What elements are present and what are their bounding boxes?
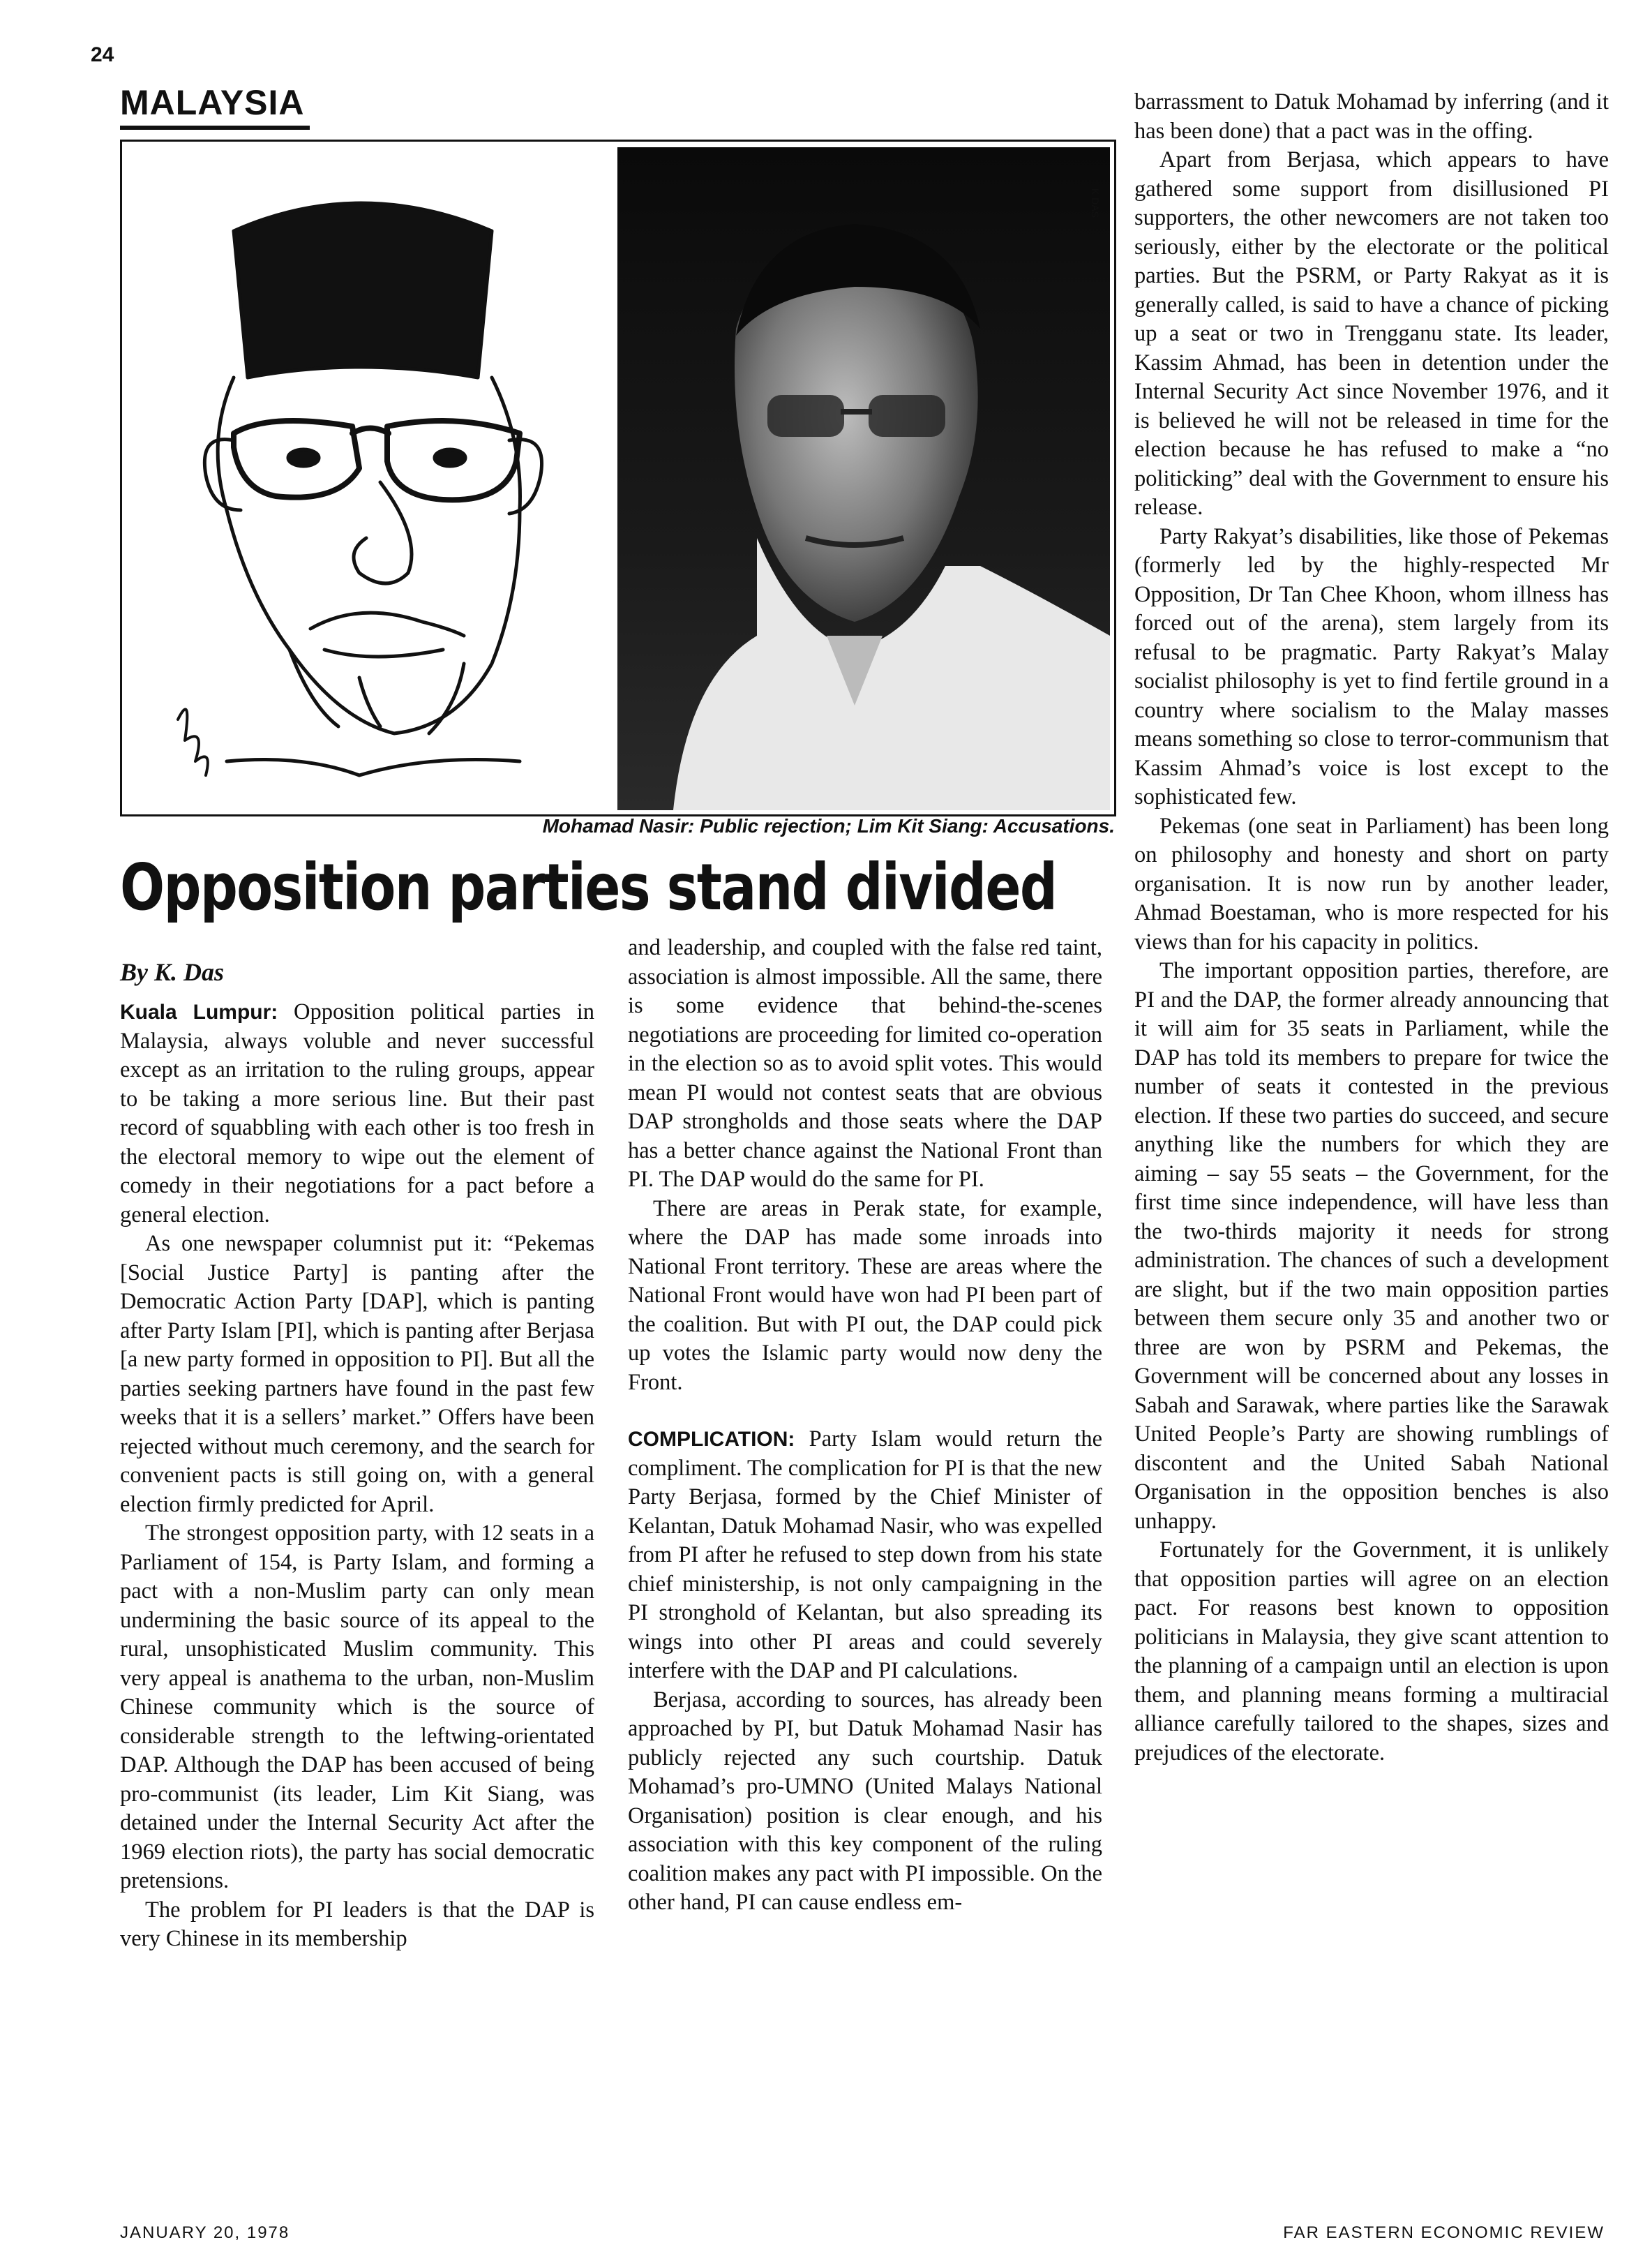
section-rule <box>120 126 310 130</box>
paragraph: There are areas in Perak state, for example, where the DAP has made some inroads into National Front territory. These are areas where the National Front would have won had PI been part of the coalition. But with PI out, the DAP could pick up votes the Islamic party would now deny the Front. <box>628 1195 1102 1395</box>
paragraph: Apart from Berjasa, which appears to have gathered some support from disillusioned PI supporters, the other newcomers are not taken too seriously, either by the electorate or the political parties. But the PSRM, or Party Rakyat as it is generally called, is said to have a chance of picking up a seat or two in Trengganu state. Its leader, Kassim Ahmad, has been in detention under the Internal Security Act since November 1976, and it is believed he will not be released in time for the election because he has refused to make a “no politicking” deal with the Government to ensure his release. <box>1134 147 1609 520</box>
article-headline: Opposition parties stand divided <box>120 850 1057 925</box>
footer-date: JANUARY 20, 1978 <box>120 2223 290 2242</box>
paragraph: Opposition political parties in Malaysia, always voluble and never successful except as an irritation to the ruling groups, appear to be taking a more serious line. But their past record of squabbling with each other is too fresh in the electoral memory to wipe out the element of comedy in their negotiations for a pact before a general election. <box>120 999 594 1227</box>
dateline: Kuala Lumpur: <box>120 1001 278 1024</box>
subhead: COMPLICATION: <box>628 1428 795 1451</box>
figure-caption: Mohamad Nasir: Public rejection; Lim Kit Siang: Accusations. <box>542 815 1115 837</box>
paragraph: The strongest opposition party, with 12 seats in a Parliament of 154, is Party Islam, and forming a pact with a non-Muslim party can only mean undermining the basic source of its appeal to the rural, unsophisticated Muslim community. This very appeal is anathema to the urban, non-Muslim Chinese community which is the source of considerable strength to the leftwing-orientated DAP. Although the DAP has been accused of being pro-communist (its leader, Lim Kit Siang, was detained under the Internal Security Act after the 1969 election riots), the party has social democratic pretensions. <box>120 1521 594 1893</box>
figure-panel <box>120 140 1116 816</box>
paragraph: Party Rakyat’s disabilities, like those of Pekemas (formerly led by the highly-respected Mr Opposition, Dr Tan Chee Khoon, whom illness has forced out of the arena), stem largely from its refusal to be pragmatic. Party Rakyat’s Malay socialist philosophy is yet to find fertile ground in a country where socialism to the Malay masses means something so close to terror-communism that Kassim Ahmad’s voice is lost except to the sophisticated few. <box>1134 523 1609 809</box>
caricature-illustration <box>129 147 610 810</box>
page-number: 24 <box>91 43 114 66</box>
portrait-photo <box>617 147 1110 810</box>
section-heading: MALAYSIA <box>120 83 305 122</box>
paragraph: As one newspaper columnist put it: “Pekemas [Social Justice Party] is panting after the Democratic Action Party [DAP], which is panting after Party Islam [PI], which is panting after Berjasa [a new party formed in opposition to PI]. But all the parties seeking partners have found in the past few weeks that it is a sellers’ market.” Offers have been rejected without much ceremony, and the search for convenient pacts is still going on, with a general election firmly predicted for April. <box>120 1231 594 1517</box>
paragraph: barrassment to Datuk Mohamad by inferring (and it has been done) that a pact was in the offing. <box>1134 89 1609 144</box>
paragraph: and leadership, and coupled with the false red taint, association is almost impossible. All the same, there is some evidence that behind-the-scenes negotiations are proceeding for limited co-operation in the election so as to avoid split votes. This would mean PI would not contest seats that are obvious DAP strongholds and those seats where the DAP has a better chance against the National Front than PI. The DAP would do the same for PI. <box>628 935 1102 1192</box>
article-column-1 <box>120 998 594 1954</box>
paragraph: Party Islam would return the compliment. The complication for PI is that the new Party Berjasa, formed by the Chief Minister of Kelantan, Datuk Mohamad Nasir, who was expelled from PI after he refused to step down from his state chief ministership, is not only campaigning in the PI stronghold of Kelantan, but also spreading its wings into other PI areas and could severely interfere with the DAP and PI calculations. <box>628 1426 1102 1683</box>
paragraph: Fortunately for the Government, it is unlikely that opposition parties will agree on an election pact. For reasons best known to opposition politicians in Malaysia, they give scant attention to the planning of a campaign until an election is upon them, and planning means forming a multiracial alliance carefully tailored to the shapes, sizes and prejudices of the electorate. <box>1134 1537 1609 1766</box>
paragraph: Pekemas (one seat in Parliament) has been long on philosophy and honesty and short on party organisation. It is now run by another leader, Ahmad Boestaman, who is more respected for his views than for his capacity in politics. <box>1134 813 1609 955</box>
footer-publication: FAR EASTERN ECONOMIC REVIEW <box>1283 2223 1605 2242</box>
paragraph: The important opposition parties, therefore, are PI and the DAP, the former already announcing that it will aim for 35 seats in Parliament, while the DAP has told its members to prepare for twice the number of seats it contested in the previous election. If these two parties do succeed, and secure anything like the numbers for which they are aiming – say 55 seats – the Government, for the first time since independence, will have less than the two-thirds majority it needs for strong administration. The chances of such a development are slight, but if the two main opposition parties between them secure only 35 and another two or three are won by PSRM and Pekemas, the Government will be concerned about any losses in Sabah and Sarawak, where parties like the Sarawak United People’s Party are showing rumblings of discontent and the United Sabah National Organisation in the opposition benches is also unhappy. <box>1134 958 1609 1534</box>
paragraph: The problem for PI leaders is that the DAP is very Chinese in its membership <box>120 1897 594 1951</box>
article-column-3 <box>1134 88 1609 1768</box>
paragraph: Berjasa, according to sources, has already been approached by PI, but Datuk Mohamad Nasir has publicly rejected any such courtship. Datuk Mohamad’s pro-UMNO (United Malays National Organisation) position is clear enough, and his association with this key component of the ruling coalition makes any pact with PI impossible. On the other hand, PI can cause endless em- <box>628 1687 1102 1915</box>
article-column-2 <box>628 934 1102 1918</box>
article-byline: By K. Das <box>120 958 225 986</box>
photo-credit: K DAS <box>1090 188 1101 218</box>
